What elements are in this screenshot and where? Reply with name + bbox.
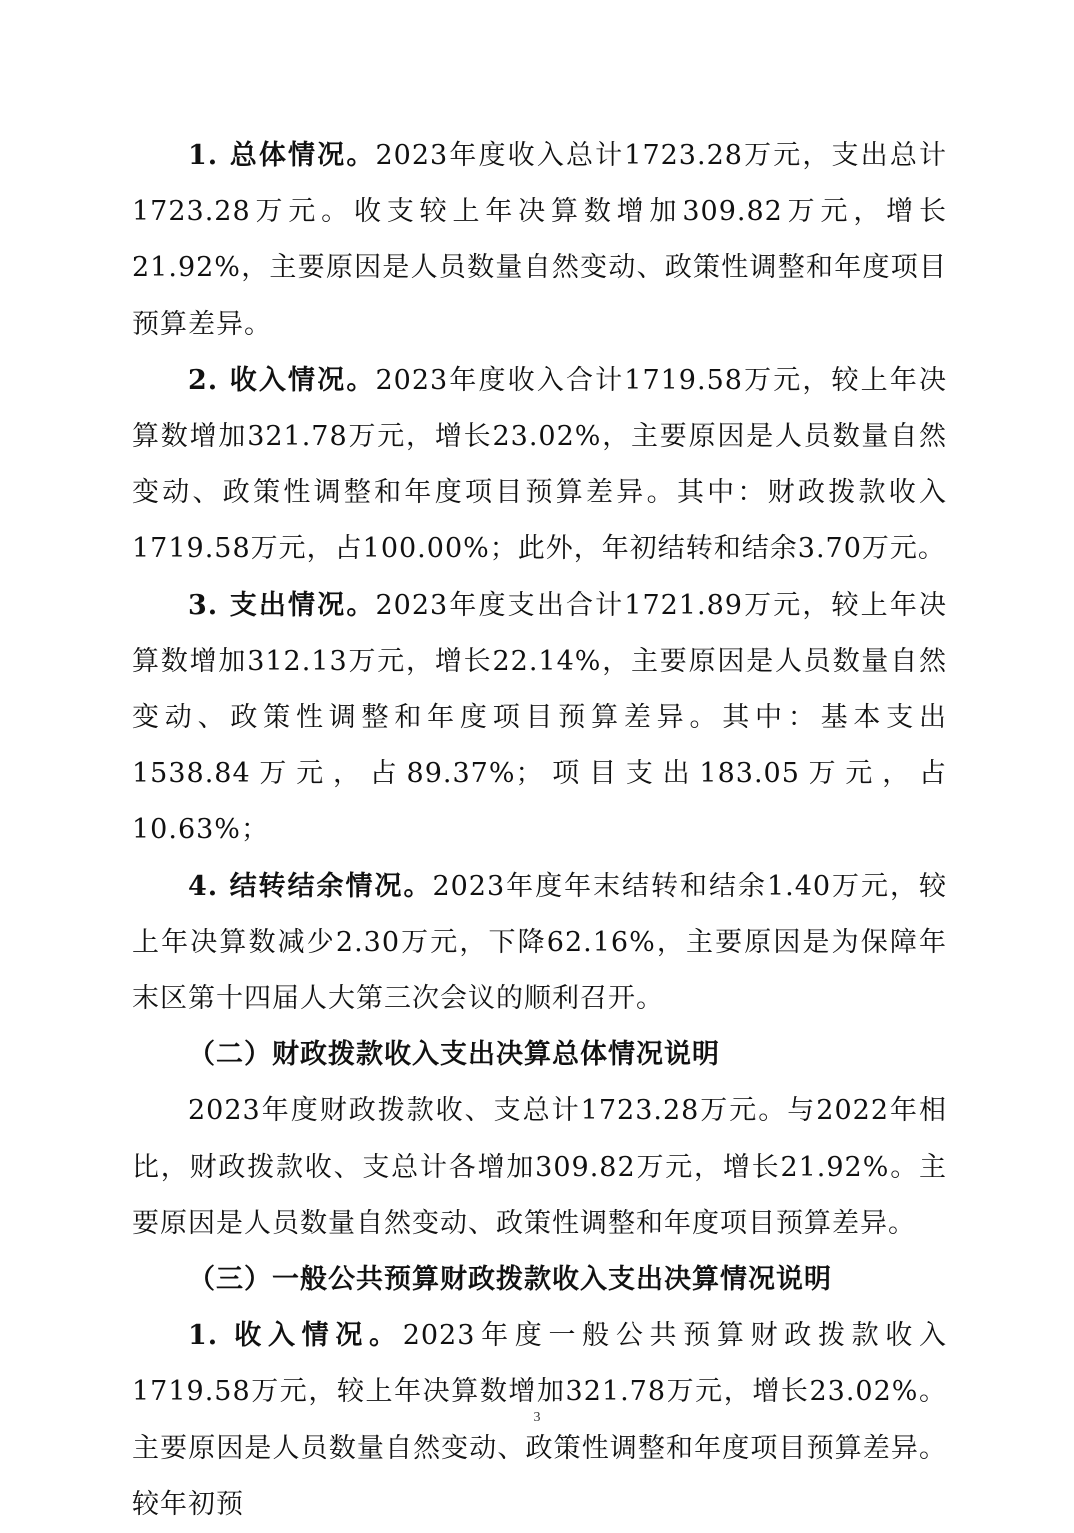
section-heading-fiscal-overall: （二）财政拨款收入支出决算总体情况说明 (188, 1039, 720, 1071)
paragraph-text: 2023年度一般公共预算财政拨款收入1719.58万元，较上年决算数增加321.78万元，增长23.02%。主要原因是人员数量自然变动、政策性调整和年度项目预算差异。较年初预 (132, 1320, 947, 1520)
paragraph-text: 2023年度收入合计1719.58万元，较上年决算数增加321.78万元，增长23.02%，主要原因是人员数量自然变动、政策性调整和年度项目预算差异。其中：财政拨款收入1719.58万元，占100.00%；此外，年初结转和结余3.70万元。 (132, 364, 947, 565)
paragraph-lead: 3. 支出情况。 (188, 589, 376, 621)
paragraph-text: 2023年度支出合计1721.89万元，较上年决算数增加312.13万元，增长22.14%，主要原因是人员数量自然变动、政策性调整和年度项目预算差异。其中：基本支出1538.84万元，占89.37%；项目支出183.05万元，占10.63%； (132, 589, 947, 846)
paragraph-expenditure (132, 578, 947, 859)
paragraph-lead: 1. 总体情况。 (188, 140, 376, 171)
page-number: 3 (533, 1410, 541, 1425)
paragraph-income (132, 353, 947, 578)
paragraph-fiscal-overall (132, 1083, 947, 1252)
section-heading-general-budget: （三）一般公共预算财政拨款收入支出决算情况说明 (188, 1264, 832, 1296)
paragraph-carryover (132, 859, 947, 1028)
paragraph-text: 2023年度收入总计1723.28万元，支出总计1723.28万元。收支较上年决算数增加309.82万元，增长21.92%，主要原因是人员数量自然变动、政策性调整和年度项目预算差异。 (132, 140, 947, 340)
paragraph-lead: 4. 结转结余情况。 (188, 870, 433, 902)
paragraph-lead: 1. 收入情况。 (188, 1320, 403, 1352)
paragraph-text: 2023年度财政拨款收、支总计1723.28万元。与2022年相比，财政拨款收、支总计各增加309.82万元，增长21.92%。主要原因是人员数量自然变动、政策性调整和年度项目预算差异。 (132, 1095, 947, 1239)
paragraph-lead: 2. 收入情况。 (188, 364, 376, 396)
paragraph-overall (132, 128, 947, 353)
document-body (132, 128, 947, 1533)
paragraph-text: 2023年度年末结转和结余1.40万元，较上年决算数减少2.30万元，下降62.16%，主要原因是为保障年末区第十四届人大第三次会议的顺利召开。 (132, 870, 947, 1015)
